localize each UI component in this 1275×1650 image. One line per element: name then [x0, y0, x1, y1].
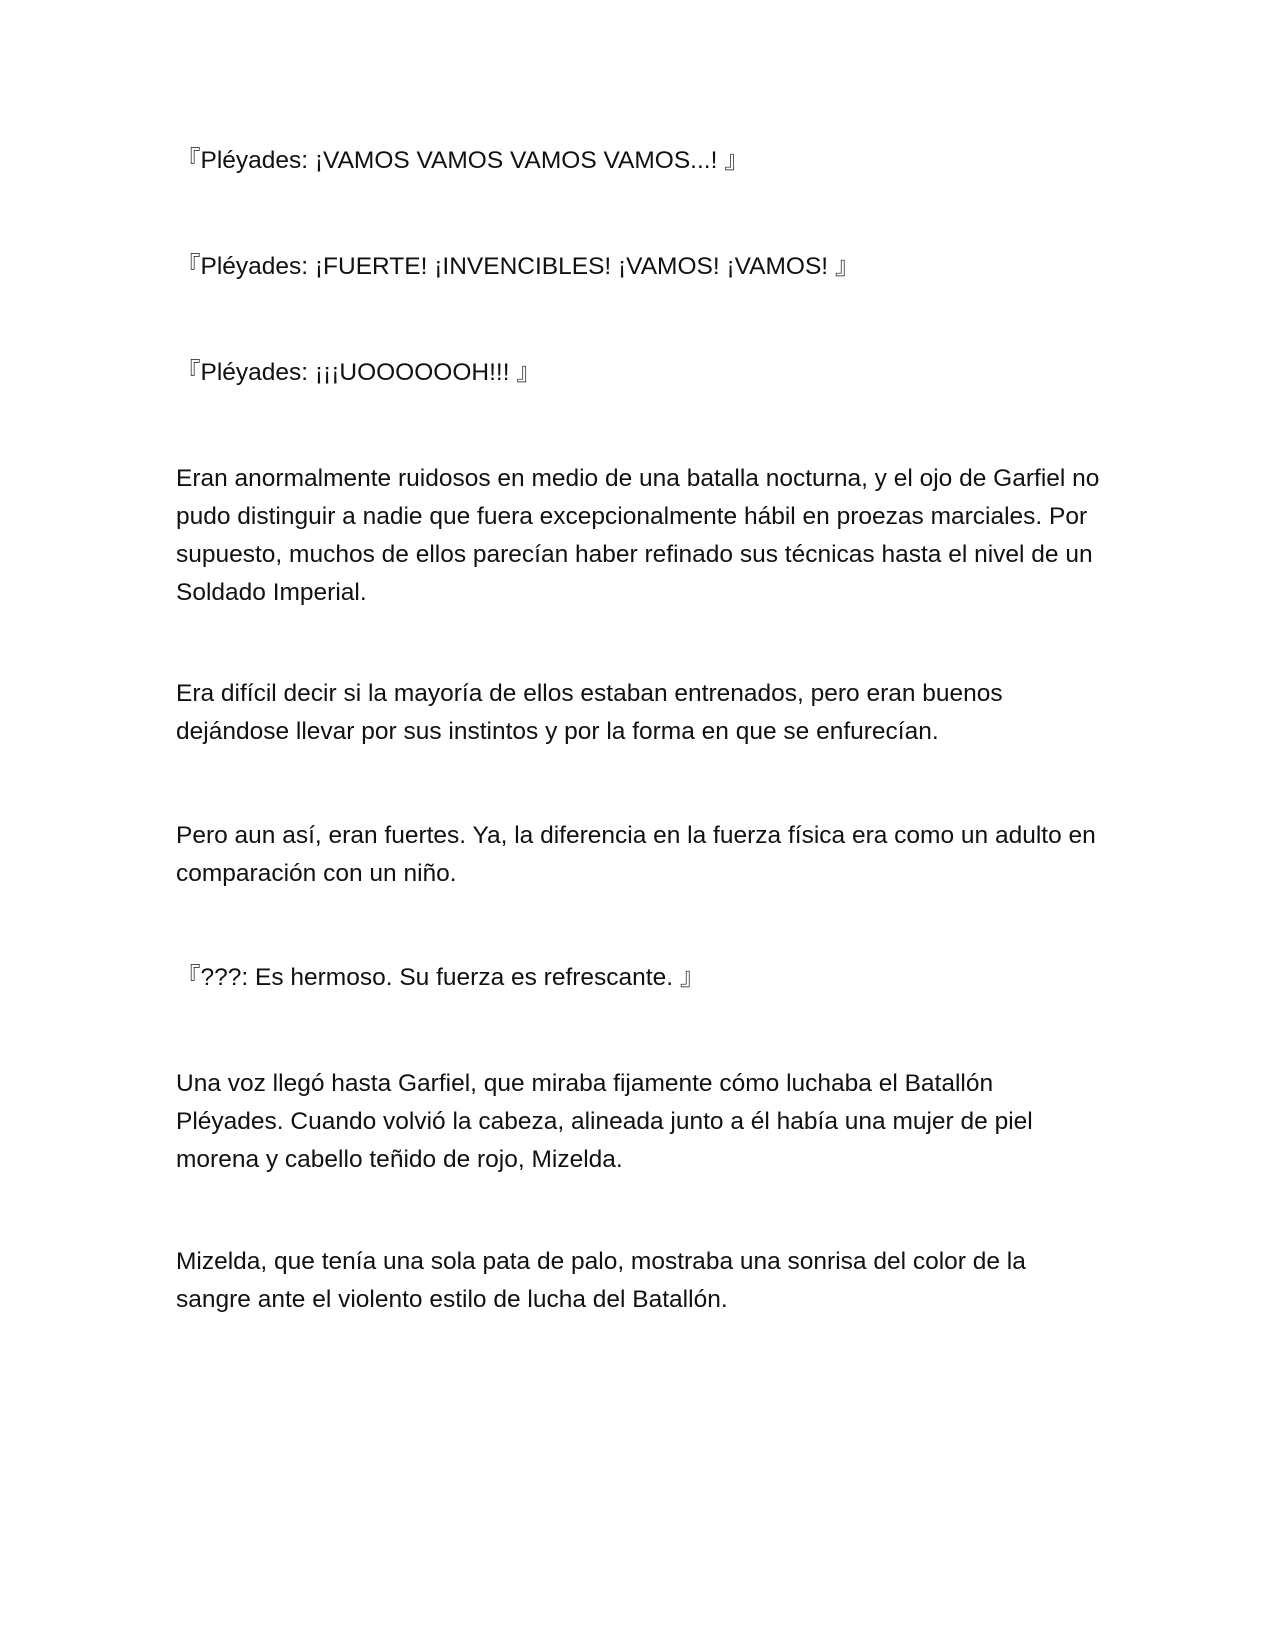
dialogue-line-4: 『???: Es hermoso. Su fuerza es refrescante. 』	[176, 964, 705, 991]
narration-paragraph-4: Una voz llegó hasta Garfiel, que miraba fijamente cómo luchaba el Batallón Pléyades. Cuando volvió la cabeza, alineada junto a él había una mujer de piel morena y cabello teñido de rojo, Mizelda.	[176, 1070, 1033, 1173]
narration-paragraph-1: Eran anormalmente ruidosos en medio de una batalla nocturna, y el ojo de Garfiel no pudo distinguir a nadie que fuera excepcionalmente hábil en proezas marciales. Por supuesto, muchos de ellos parecían haber refinado sus técnicas hasta el nivel de un Soldado Imperial.	[176, 465, 1100, 606]
narration-paragraph-3: Pero aun así, eran fuertes. Ya, la diferencia en la fuerza física era como un adulto en comparación con un niño.	[176, 822, 1096, 887]
dialogue-line-2: 『Pléyades: ¡FUERTE! ¡INVENCIBLES! ¡VAMOS! ¡VAMOS! 』	[176, 253, 860, 280]
dialogue-line-1: 『Pléyades: ¡VAMOS VAMOS VAMOS VAMOS...! 』	[176, 147, 749, 174]
narration-paragraph-5: Mizelda, que tenía una sola pata de palo, mostraba una sonrisa del color de la sangre ante el violento estilo de lucha del Batallón.	[176, 1248, 1026, 1313]
dialogue-line-3: 『Pléyades: ¡¡¡UOOOOOOH!!! 』	[176, 359, 541, 386]
narration-paragraph-2: Era difícil decir si la mayoría de ellos estaban entrenados, pero eran buenos dejándose llevar por sus instintos y por la forma en que se enfurecían.	[176, 680, 1003, 745]
